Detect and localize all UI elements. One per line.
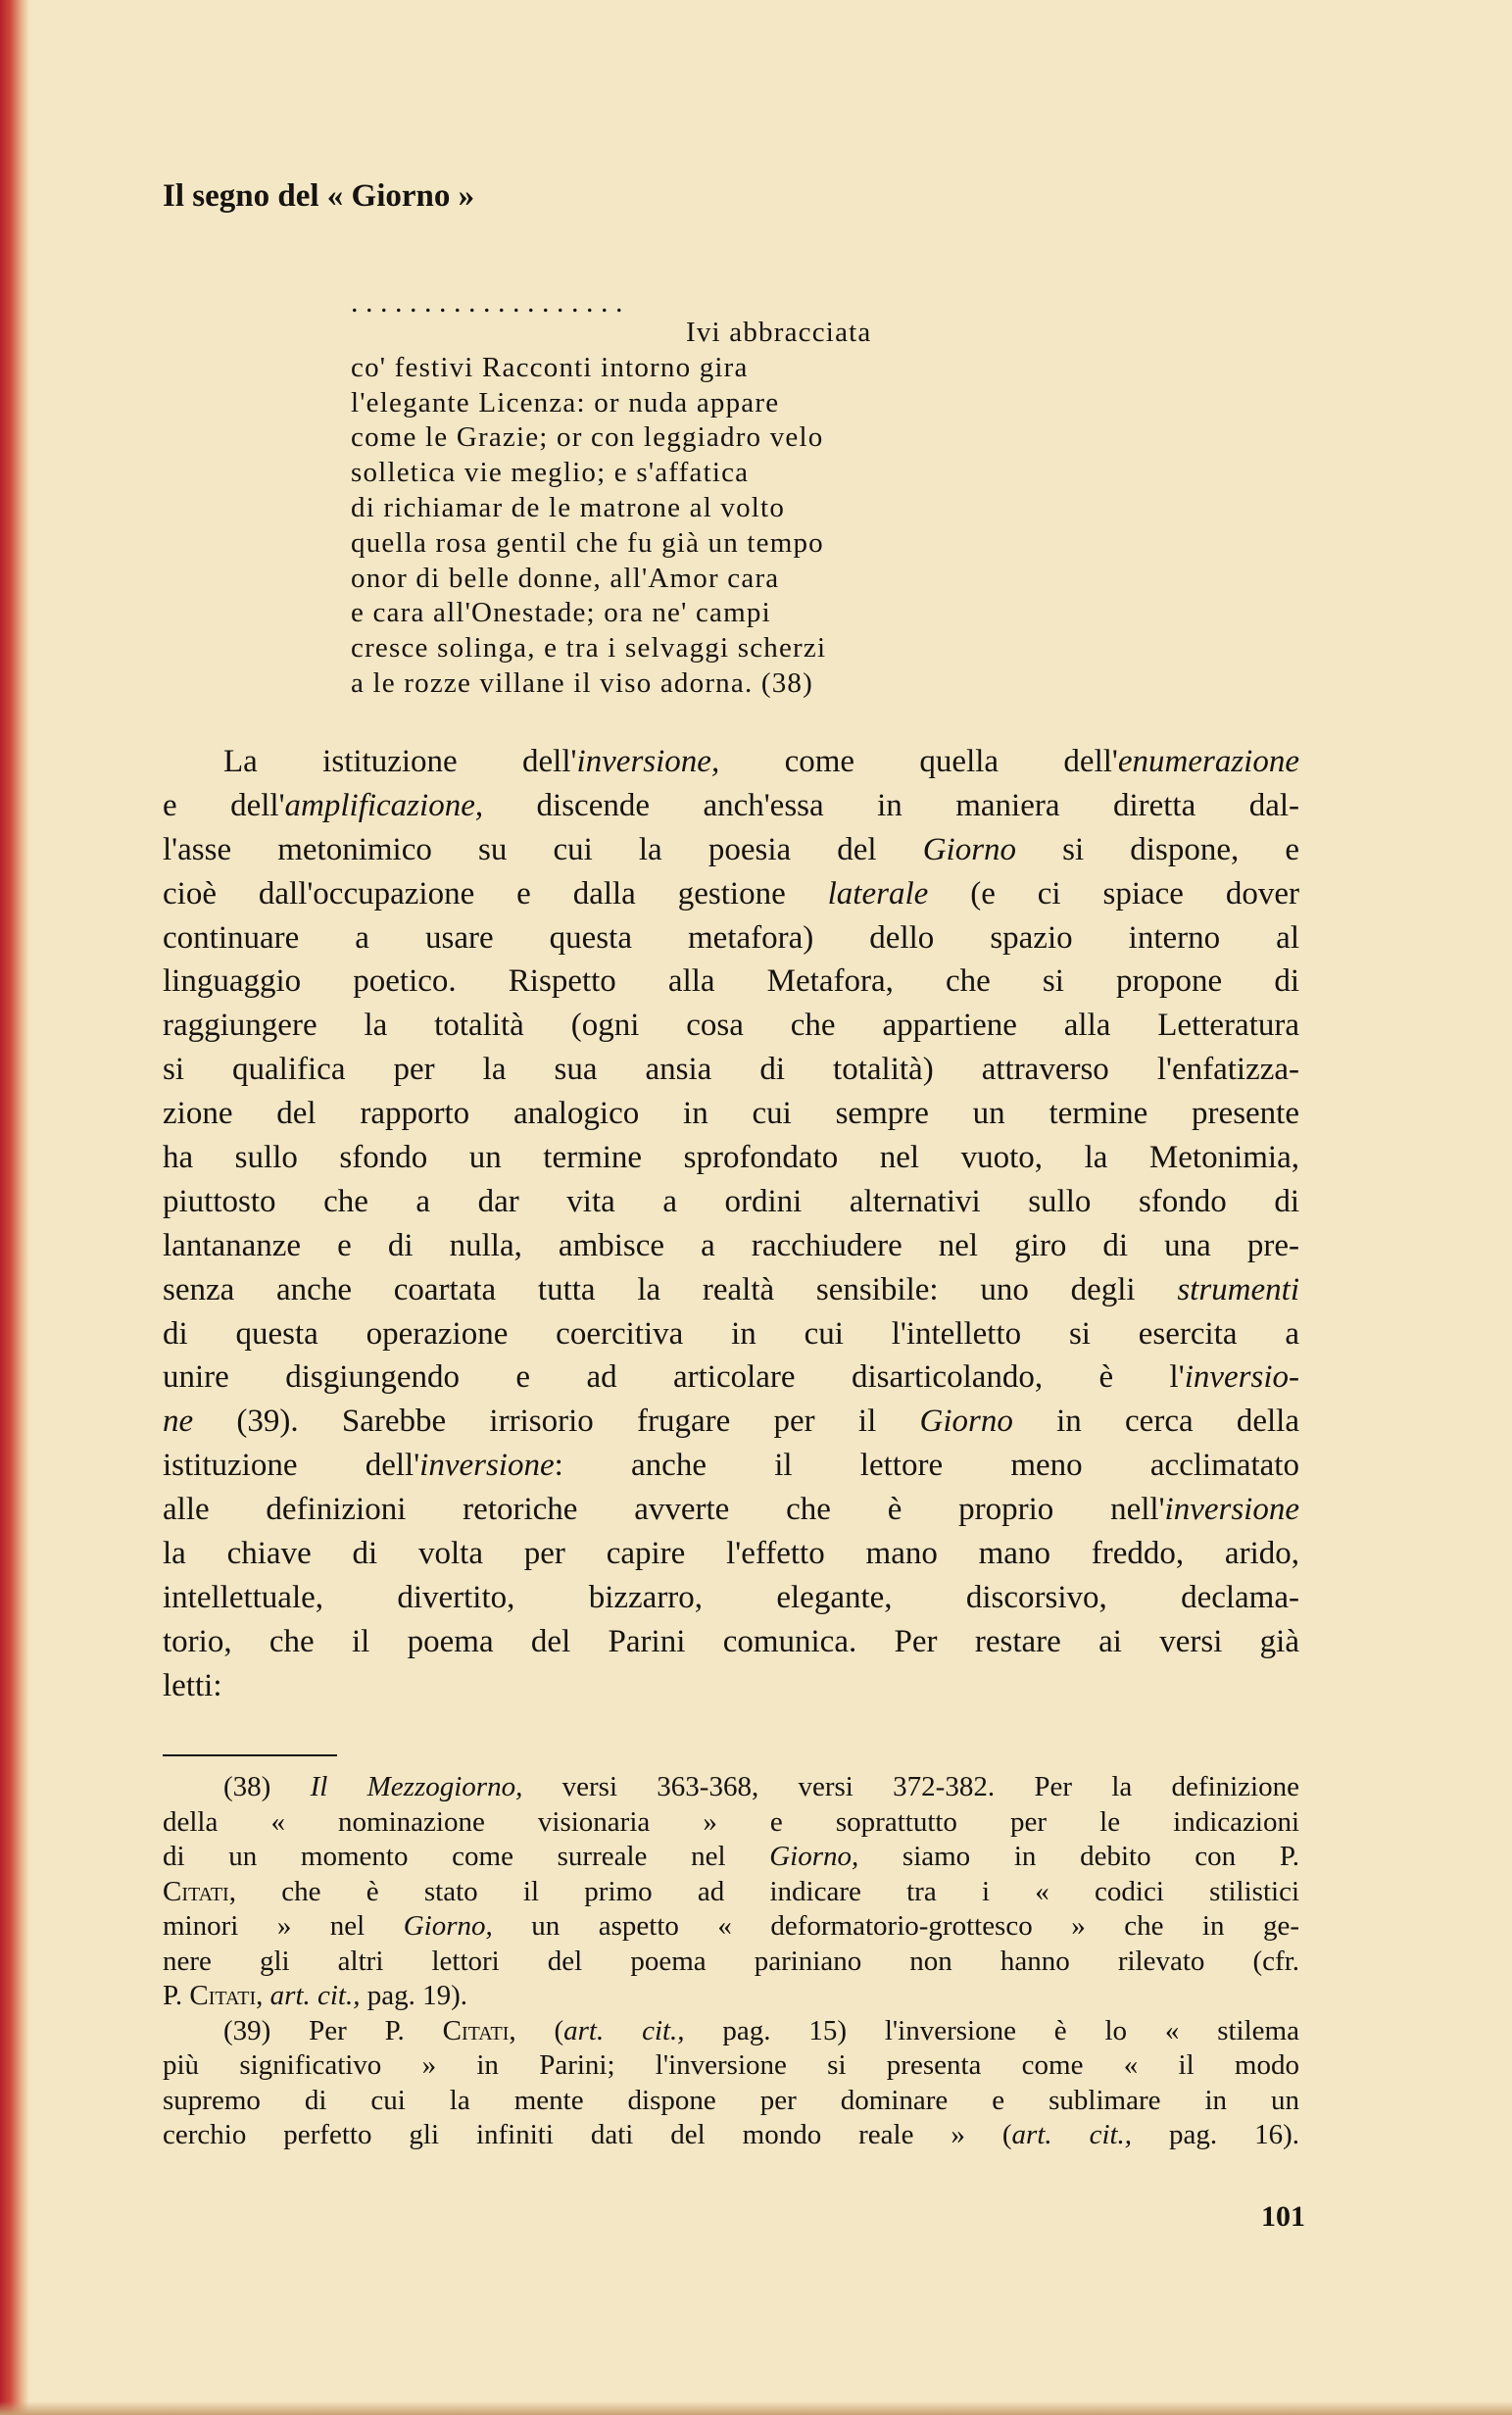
body-line: si qualifica per la sua ansia di totalità) attraverso l'enfatizza- — [163, 1052, 1299, 1088]
body-line: unire disgiungendo e ad articolare disarticolando, è l'inversio- — [163, 1359, 1299, 1396]
poem-line: a le rozze villane il viso adorna. (38) — [351, 666, 813, 699]
poem-line: quella rosa gentil che fu già un tempo — [351, 526, 824, 559]
footnote-38-line: della « nominazione visionaria » e soprattutto per le indicazioni — [163, 1805, 1299, 1838]
footnote-39-line: supremo di cui la mente dispone per dominare e sublimare in un — [163, 2084, 1299, 2116]
body-line: senza anche coartata tutta la realtà sensibile: uno degli strumenti — [163, 1271, 1299, 1307]
body-line: di questa operazione coercitiva in cui l'intelletto si esercita a — [163, 1315, 1299, 1352]
poem-ellipsis: . . . . . . . . . . . . . . . . . . . — [351, 286, 623, 319]
body-line: cioè dall'occupazione e dalla gestione laterale (e ci spiace dover — [163, 875, 1300, 912]
body-line: zione del rapporto analogico in cui sempre un termine presente — [163, 1096, 1299, 1132]
footnote-38-line: di un momento come surreale nel Giorno, siamo in debito con P. — [163, 1841, 1299, 1872]
poem-line: come le Grazie; or con leggiadro velo — [351, 421, 824, 454]
footnote-39-line: più significativo » in Parini; l'inversione si presenta come « il modo — [163, 2049, 1299, 2081]
page-number: 101 — [1261, 2200, 1305, 2233]
body-line: linguaggio poetico. Rispetto alla Metafora, che si propone di — [163, 963, 1299, 1000]
footnotes — [163, 1770, 1299, 2153]
body-line: continuare a usare questa metafora) dello spazio interno al — [163, 919, 1299, 956]
body-line: lantananze e di nulla, ambisce a racchiudere nel giro di una pre- — [163, 1227, 1299, 1263]
poem-line: e cara all'Onestade; ora ne' campi — [351, 597, 771, 629]
body-line: e dell'amplificazione, discende anch'essa in maniera diretta dal- — [163, 787, 1299, 823]
body-line: ha sullo sfondo un termine sprofondato nel vuoto, la Metonimia, — [163, 1140, 1299, 1176]
footnote-38-line: minori » nel Giorno, un aspetto « deformatorio-grottesco » che in ge- — [163, 1910, 1299, 1942]
body-line: raggiungere la totalità (ogni cosa che appartiene alla Letteratura — [163, 1008, 1299, 1044]
footnote-38-line: Citati, che è stato il primo ad indicare tra i « codici stilistici — [163, 1875, 1299, 1907]
body-line: la chiave di volta per capire l'effetto mano mano freddo, arido, — [163, 1536, 1299, 1572]
poem-line: l'elegante Licenza: or nuda appare — [351, 386, 780, 419]
body-line: torio, che il poema del Parini comunica. Per restare ai versi già — [163, 1623, 1299, 1659]
poem-line: Ivi abbracciata — [686, 317, 872, 348]
footnote-38-line: P. Citati, art. cit., pag. 19). — [163, 1980, 468, 2011]
footnote-38-line: nere gli altri lettori del poema pariniano non hanno rilevato (cfr. — [163, 1945, 1299, 1977]
poem-line: onor di belle donne, all'Amor cara — [351, 562, 780, 594]
footnote-separator-rule — [163, 1754, 337, 1756]
poem-line: solletica vie meglio; e s'affatica — [351, 457, 750, 489]
body-paragraph — [163, 740, 1299, 1708]
body-line: l'asse metonimico su cui la poesia del Giorno si dispone, e — [163, 831, 1299, 867]
body-line: alle definizioni retoriche avverte che è proprio nell'inversione — [163, 1492, 1299, 1528]
body-line: istituzione dell'inversione: anche il lettore meno acclimatato — [163, 1448, 1299, 1484]
footnote-38-line: (38) Il Mezzogiorno, versi 363-368, versi 372-382. Per la definizione — [223, 1771, 1299, 1802]
body-line: letti: — [163, 1667, 222, 1703]
page-bottom-edge — [0, 2401, 1512, 2415]
poem-line: co' festivi Racconti intorno gira — [351, 351, 749, 383]
body-line: ne (39). Sarebbe irrisorio frugare per il Giorno in cerca della — [163, 1404, 1299, 1440]
poem-line: di richiamar de le matrone al volto — [351, 491, 786, 523]
body-line: intellettuale, divertito, bizzarro, elegante, discorsivo, declama- — [163, 1579, 1299, 1615]
book-spine-edge — [0, 0, 29, 2415]
footnote-39-line: (39) Per P. Citati, (art. cit., pag. 15) l'inversione è lo « stilema — [223, 2014, 1299, 2046]
running-head: Il segno del « Giorno » — [163, 178, 475, 214]
poem-quotation — [351, 316, 871, 702]
body-line: piuttosto che a dar vita a ordini alternativi sullo sfondo di — [163, 1183, 1299, 1219]
body-line: La istituzione dell'inversione, come quella dell'enumerazione — [223, 744, 1300, 779]
footnote-39-line: cerchio perfetto gli infiniti dati del mondo reale » (art. cit., pag. 16). — [163, 2119, 1299, 2150]
poem-line: cresce solinga, e tra i selvaggi scherzi — [351, 632, 827, 665]
